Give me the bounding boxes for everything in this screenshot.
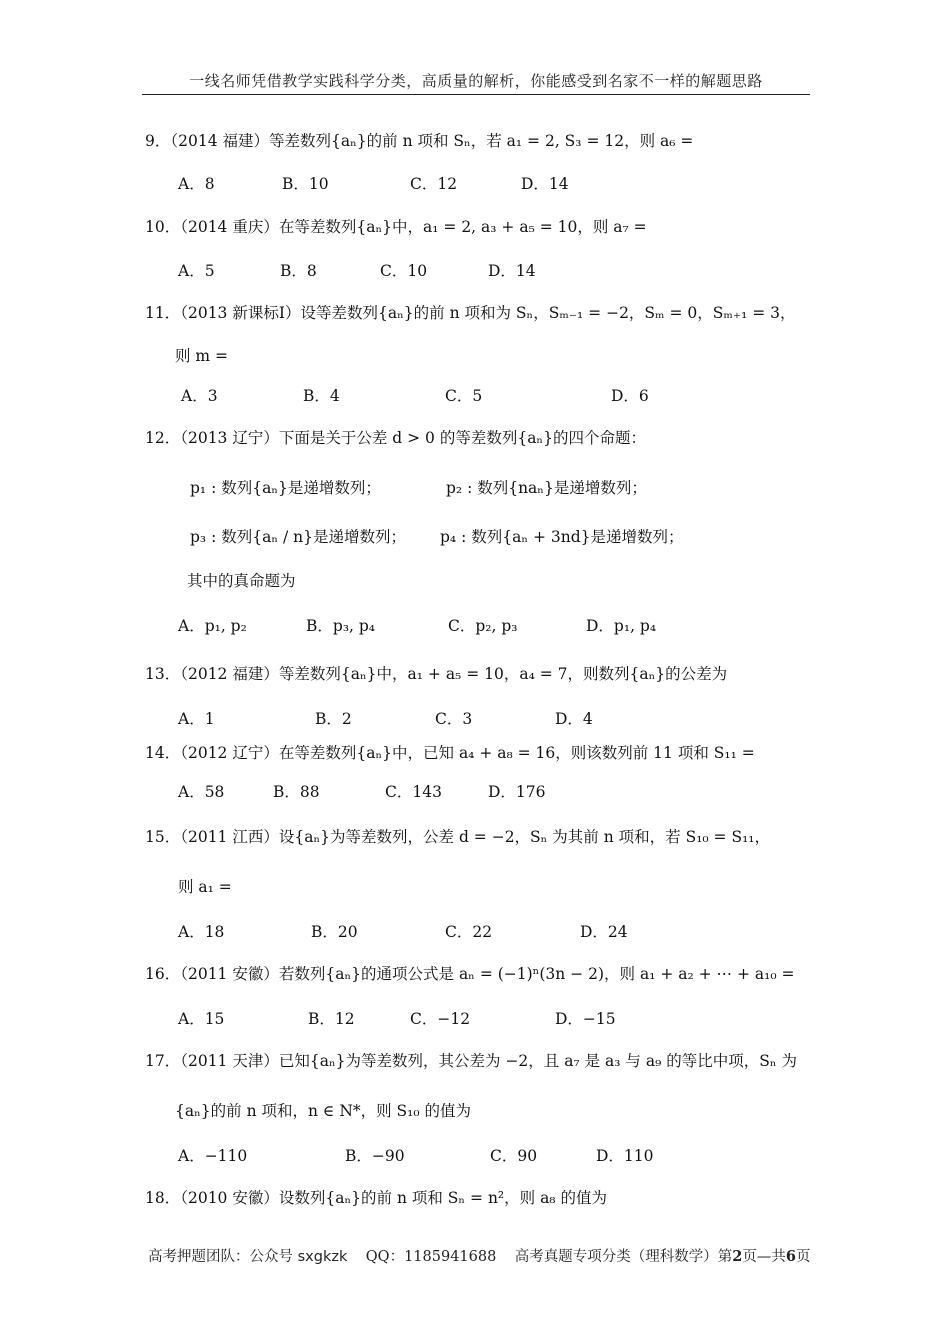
- question-11-stem: 11．（2013 新课标Ⅰ）设等差数列{aₙ}的前 n 项和为 Sₙ，Sₘ₋₁ = −2，Sₘ = 0，Sₘ₊₁ = 3，: [145, 304, 796, 322]
- footer-page-end: 页: [795, 1249, 811, 1265]
- question-12-stem: 12．（2013 辽宁）下面是关于公差 d > 0 的等差数列{aₙ}的四个命题：: [145, 429, 646, 447]
- footer-page-mid: 页—共: [742, 1249, 786, 1265]
- question-14-stem: 14．（2012 辽宁）在等差数列{aₙ}中，已知 a₄ + a₈ = 16，则该数列前 11 项和 S₁₁ =: [145, 744, 755, 762]
- q11-option-b: B．4: [303, 387, 340, 405]
- footer-qq: QQ：1185941688: [365, 1249, 497, 1265]
- q14-option-c: C．143: [385, 783, 442, 801]
- q12-proposition-p2: p₂ : 数列{naₙ}是递增数列；: [446, 479, 647, 497]
- q9-option-b: B．10: [282, 175, 329, 193]
- q12-true-propositions-label: 其中的真命题为: [187, 572, 296, 590]
- q12-option-d: D．p₁, p₄: [586, 617, 657, 635]
- q11-option-d: D．6: [611, 387, 649, 405]
- q15-option-a: A．18: [178, 923, 225, 941]
- question-9-stem: 9．（2014 福建）等差数列{aₙ}的前 n 项和 Sₙ，若 a₁ = 2, S₃ = 12，则 a₆ =: [145, 132, 694, 150]
- q11-option-a: A．3: [181, 387, 218, 405]
- q12-option-a: A．p₁, p₂: [178, 617, 247, 635]
- footer-page-number: 2: [732, 1248, 743, 1265]
- question-15-stem-cont: 则 a₁ =: [178, 878, 232, 896]
- question-17-stem-cont: {aₙ}的前 n 项和，n ∈ N*，则 S₁₀ 的值为: [175, 1102, 472, 1120]
- q15-option-b: B．20: [311, 923, 358, 941]
- footer-account: sxgkzk: [297, 1249, 348, 1265]
- q10-option-c: C．10: [380, 262, 428, 280]
- q17-option-c: C．90: [490, 1147, 538, 1165]
- q12-option-c: C．p₂, p₃: [448, 617, 518, 635]
- q16-option-a: A．15: [178, 1010, 225, 1028]
- question-17-stem: 17．（2011 天津）已知{aₙ}为等差数列，其公差为 −2，且 a₇ 是 a₃ 与 a₉ 的等比中项，Sₙ 为: [145, 1052, 797, 1070]
- q13-option-a: A．1: [178, 710, 215, 728]
- page-footer: [148, 1245, 810, 1266]
- q15-option-d: D．24: [580, 923, 628, 941]
- q13-option-c: C．3: [435, 710, 473, 728]
- question-16-stem: 16．（2011 安徽）若数列{aₙ}的通项公式是 aₙ = (−1)ⁿ(3n − 2)，则 a₁ + a₂ + ⋯ + a₁₀ =: [145, 965, 795, 983]
- q16-option-b: B．12: [308, 1010, 355, 1028]
- footer-team-label: 高考押题团队：公众号: [148, 1249, 293, 1265]
- q9-option-a: A．8: [178, 175, 215, 193]
- question-18-stem: 18．（2010 安徽）设数列{aₙ}的前 n 项和 Sₙ = n²，则 a₈ 的值为: [145, 1189, 607, 1207]
- footer-total-pages: 6: [785, 1248, 796, 1265]
- q12-proposition-p1: p₁ : 数列{aₙ}是递增数列；: [190, 479, 381, 497]
- q10-option-d: D．14: [488, 262, 536, 280]
- question-15-stem: 15．（2011 江西）设{aₙ}为等差数列，公差 d = −2，Sₙ 为其前 n 项和，若 S₁₀ = S₁₁，: [145, 828, 771, 846]
- q16-option-c: C．−12: [410, 1010, 471, 1028]
- q10-option-a: A．5: [178, 262, 215, 280]
- q14-option-a: A．58: [178, 783, 225, 801]
- q12-option-b: B．p₃, p₄: [306, 617, 376, 635]
- q13-option-b: B．2: [315, 710, 352, 728]
- header-divider: [142, 94, 810, 95]
- q17-option-b: B．−90: [345, 1147, 405, 1165]
- q11-option-c: C．5: [445, 387, 483, 405]
- q12-proposition-p3: p₃ : 数列{aₙ / n}是递增数列；: [190, 528, 406, 546]
- footer-doc-title: 高考真题专项分类（理科数学）第: [514, 1249, 733, 1265]
- q10-option-b: B．8: [280, 262, 317, 280]
- q9-option-c: C．12: [410, 175, 458, 193]
- q14-option-d: D．176: [488, 783, 546, 801]
- q17-option-d: D．110: [596, 1147, 654, 1165]
- q15-option-c: C．22: [445, 923, 493, 941]
- question-13-stem: 13．（2012 福建）等差数列{aₙ}中，a₁ + a₅ = 10，a₄ = 7，则数列{aₙ}的公差为: [145, 665, 728, 683]
- q12-proposition-p4: p₄ : 数列{aₙ + 3nd}是递增数列；: [440, 528, 684, 546]
- question-10-stem: 10．（2014 重庆）在等差数列{aₙ}中，a₁ = 2, a₃ + a₅ = 10，则 a₇ =: [145, 218, 647, 236]
- question-11-stem-cont: 则 m =: [175, 347, 229, 365]
- q13-option-d: D．4: [555, 710, 593, 728]
- page-header-title: 一线名师凭借教学实践科学分类，高质量的解析，你能感受到名家不一样的解题思路: [189, 72, 763, 90]
- q9-option-d: D．14: [521, 175, 569, 193]
- q17-option-a: A．−110: [178, 1147, 248, 1165]
- q14-option-b: B．88: [273, 783, 320, 801]
- q16-option-d: D．−15: [555, 1010, 616, 1028]
